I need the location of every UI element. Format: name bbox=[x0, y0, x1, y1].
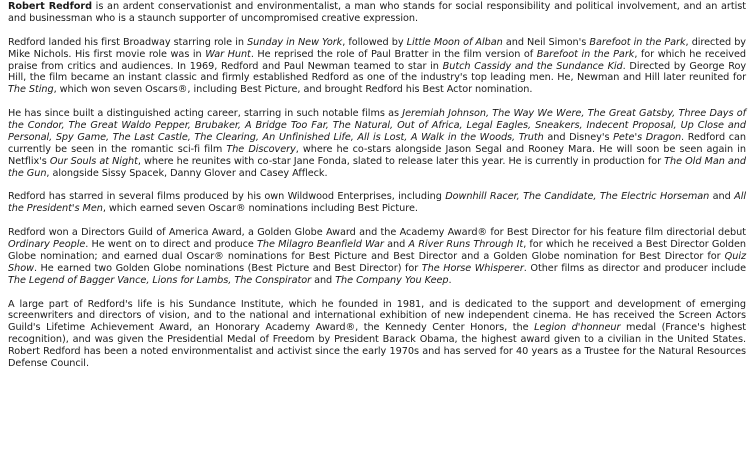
film-title: Downhill Racer, The Candidate, The Electric Horseman bbox=[445, 191, 710, 203]
text-run: , alongside Sissy Spacek, Danny Glover and Casey Affleck. bbox=[46, 167, 328, 179]
text-run: A large part of Redford's life is his Sundance Institute, which he founded in 1981, and is dedicated to the support and development of emerging screenwriters and directors of vision, and to the national and international exhibition of new independent cinema. He has received the Screen Actors Guild's Lifetime Achievement Award, an Honorary Academy Award®, the Kennedy Center Honors, the bbox=[8, 298, 746, 334]
subject-name: Robert Redford bbox=[8, 1, 92, 12]
text-run: . He went on to direct and produce bbox=[85, 239, 257, 251]
text-run: and bbox=[383, 239, 409, 251]
film-title: Barefoot in the Park bbox=[589, 36, 686, 48]
film-title: All the President's Men bbox=[8, 191, 747, 215]
text-run: . Directed by George Roy Hill, the film became an instant classic and firmly established Redford as one of the industry's top leading men. He, Newman and Hill later reunited for bbox=[8, 60, 747, 84]
text-run: , which earned seven Oscar® nominations including Best Picture. bbox=[102, 203, 418, 215]
film-title: Jeremiah Johnson, The Way We Were, The Great Gatsby, Three Days of the Condor, The Great Waldo Pepper, Brubaker, A Bridge Too Far, The Natural, Out of Africa, Legal Eagles, Sneakers, Indecent Proposal, Up Close and Personal, Spy Game, The Last Castle, The Clearing, An Unfinished Life, All is Lost, A Walk in the Woods, Truth bbox=[8, 108, 746, 143]
text-run: . He reprised the role of Paul Bratter in the film version of bbox=[250, 48, 537, 60]
text-run: . Redford can currently be seen in the romantic sci-fi film bbox=[8, 131, 746, 155]
acting-career-paragraph bbox=[8, 108, 746, 179]
film-title: Little Moon of Alban bbox=[406, 36, 503, 48]
text-run: medal (France's highest recognition), and was given the Presidential Medal of Freedom by President Barack Obama, the highest award given to a civilian in the United States. Robert Redford has been a noted environmentalist and activist since the early 1970s and has served for 40 years as a Trustee for the Natural Resources Defense Council. bbox=[8, 322, 746, 370]
production-paragraph bbox=[8, 191, 746, 215]
film-title: War Hunt bbox=[205, 48, 251, 60]
film-title: Sunday in New York bbox=[247, 36, 343, 48]
sundance-paragraph bbox=[8, 299, 746, 370]
text-run: , for which he received praise from critics and audiences. In 1969, Redford and Paul Newman teamed to star in bbox=[8, 48, 746, 72]
award-title: Legion d'honneur bbox=[534, 322, 621, 334]
film-title: Our Souls at Night bbox=[49, 155, 138, 167]
text-run: . Other films as director and producer include bbox=[523, 262, 747, 274]
film-title: Barefoot in the Park bbox=[536, 48, 635, 60]
text-run: , for which he received a Best Director Golden Globe nomination; and earned dual Oscar® nominations for Best Picture and Best Director and a Golden Globe nomination for Best Director for bbox=[8, 239, 746, 262]
film-title: A River Runs Through It bbox=[408, 239, 524, 251]
film-title: Ordinary People bbox=[8, 239, 86, 251]
film-title: Butch Cassidy and the Sundance Kid bbox=[442, 60, 623, 72]
intro-paragraph bbox=[8, 1, 746, 25]
film-title: The Sting bbox=[8, 84, 54, 96]
text-run: and Neil Simon's bbox=[502, 36, 590, 48]
text-run: . bbox=[448, 274, 452, 286]
film-title: Pete's Dragon bbox=[613, 131, 682, 143]
film-title: The Horse Whisperer bbox=[421, 262, 524, 274]
text-run: , directed by Mike Nichols. His first movie role was in bbox=[8, 36, 746, 60]
film-title: The Milagro Beanfield War bbox=[257, 239, 384, 251]
film-title: Quiz Show bbox=[8, 250, 746, 274]
text-run: , where he reunites with co-star Jane Fonda, slated to release later this year. He is currently in production for bbox=[137, 155, 665, 167]
text-run: Redford has starred in several films produced by his own Wildwood Enterprises, including bbox=[8, 191, 446, 203]
early-career-paragraph bbox=[8, 37, 746, 97]
text-run: and bbox=[709, 191, 735, 203]
text-run: . He earned two Golden Globe nominations (Best Picture and Best Director) for bbox=[33, 262, 422, 274]
film-title: The Discovery bbox=[226, 143, 296, 155]
text-run: , where he co-stars alongside Jason Segal and Rooney Mara. He will soon be seen again in Netflix's bbox=[8, 143, 746, 167]
text-run: Redford won a Directors Guild of America Award, a Golden Globe Award and the Academy Award® for Best Director for his feature film directorial debut bbox=[8, 227, 746, 239]
text-run: and bbox=[311, 274, 336, 286]
directing-paragraph bbox=[8, 227, 746, 287]
film-title: The Legend of Bagger Vance, Lions for Lambs, The Conspirator bbox=[8, 274, 312, 286]
text-run: He has since built a distinguished acting career, starring in such notable films as bbox=[8, 108, 403, 120]
text-run: and Disney's bbox=[543, 131, 614, 143]
film-title: The Old Man and the Gun bbox=[8, 155, 746, 179]
intro-text: is an ardent conservationist and environmentalist, a man who stands for social responsibility and political involvement, and an artist and businessman who is a staunch supporter of uncompromised creative expression. bbox=[8, 1, 746, 24]
text-run: , which won seven Oscars®, including Best Picture, and brought Redford his Best Actor nomination. bbox=[53, 84, 533, 96]
text-run: Redford landed his first Broadway starring role in bbox=[8, 36, 248, 48]
text-run: , followed by bbox=[342, 36, 407, 48]
film-title: The Company You Keep bbox=[335, 274, 449, 286]
